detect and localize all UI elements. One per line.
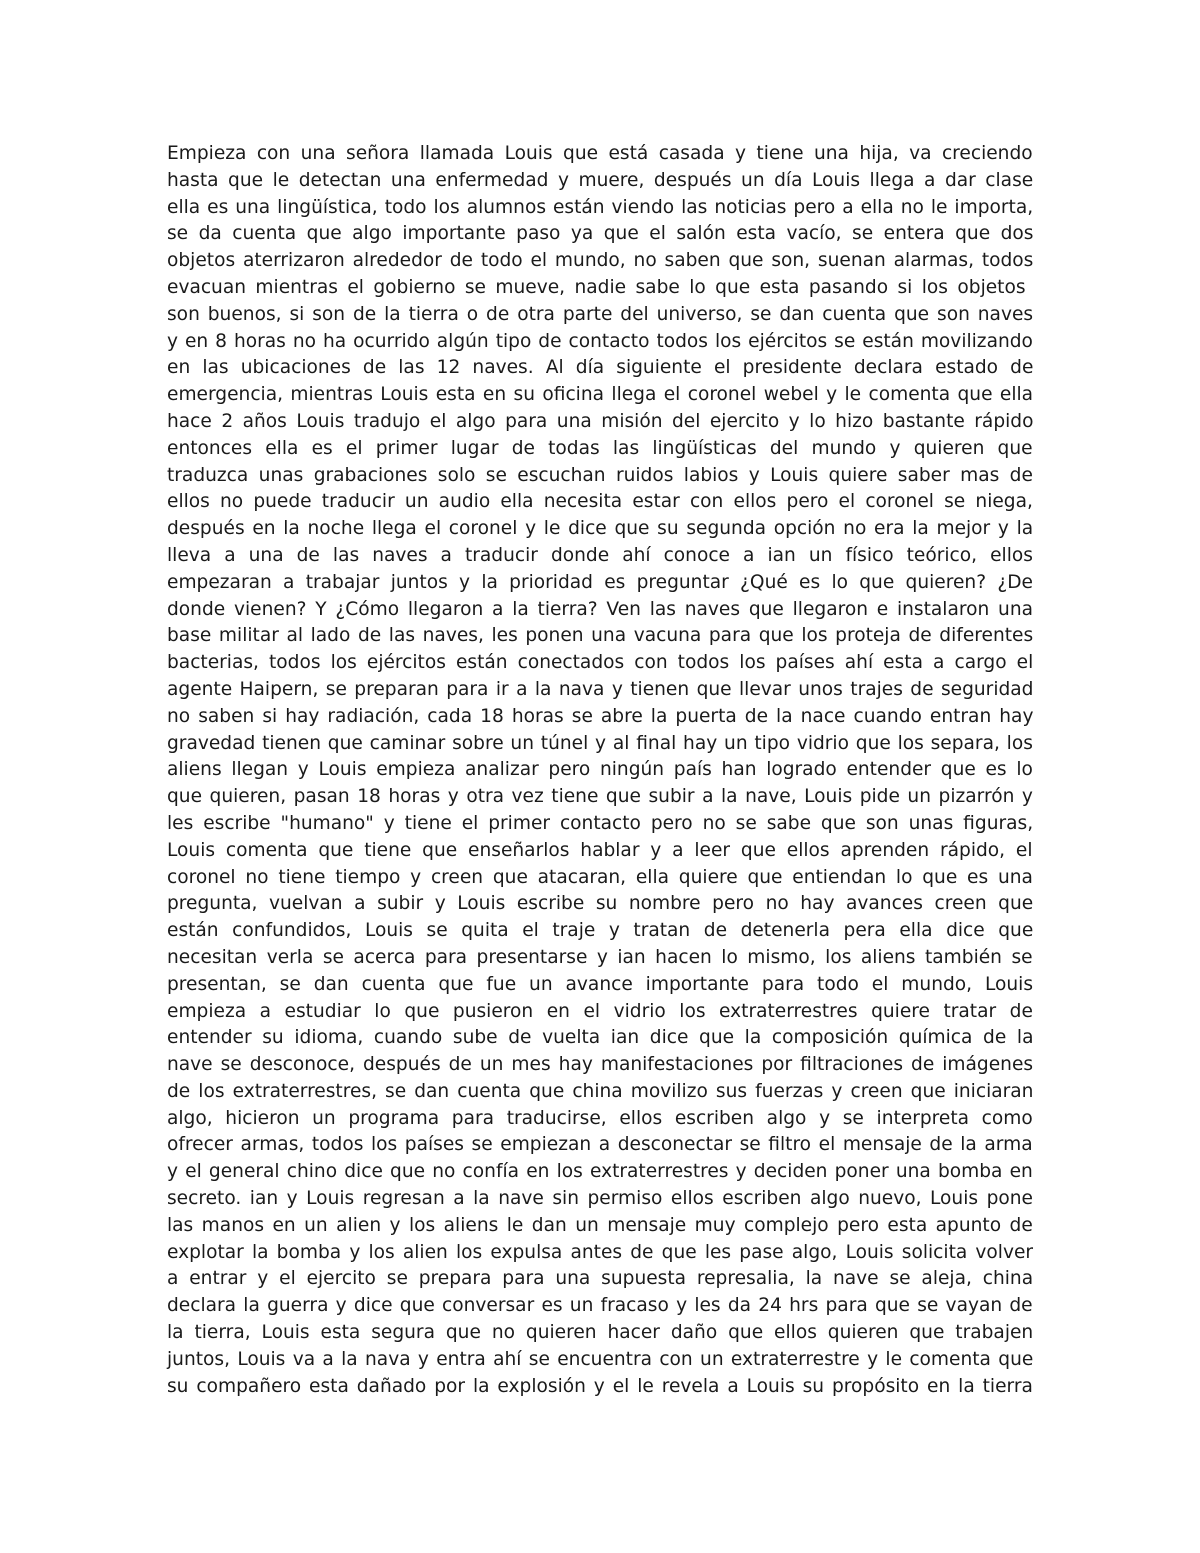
paragraph-line: bacterias, todos los ejércitos están conectados con todos los países ahí esta a cargo el bbox=[167, 652, 1034, 674]
paragraph-line: y en 8 horas no ha ocurrido algún tipo de contacto todos los ejércitos se están movilizando bbox=[167, 330, 1033, 352]
paragraph-line: les escribe "humano" y tiene el primer contacto pero no se sabe que son unas figuras, bbox=[167, 812, 1034, 834]
paragraph-line: de los extraterrestres, se dan cuenta que china movilizo sus fuerzas y creen que iniciaran bbox=[167, 1080, 1034, 1102]
paragraph-line: su compañero esta dañado por la explosión y el le revela a Louis su propósito en la tierra bbox=[167, 1375, 1033, 1397]
paragraph-line: las manos en un alien y los aliens le dan un mensaje muy complejo pero esta apunto de bbox=[167, 1214, 1033, 1236]
paragraph-line: ellos no puede traducir un audio ella necesita estar con ellos pero el coronel se niega, bbox=[167, 491, 1033, 513]
paragraph-line: después en la noche llega el coronel y le dice que su segunda opción no era la mejor y la bbox=[167, 518, 1034, 540]
paragraph-line: lleva a una de las naves a traducir donde ahí conoce a ian un físico teórico, ellos bbox=[167, 544, 1033, 566]
paragraph-line: están confundidos, Louis se quita el traje y tratan de detenerla pera ella dice que bbox=[167, 920, 1034, 942]
paragraph-line: evacuan mientras el gobierno se mueve, nadie sabe lo que esta pasando si los objetos bbox=[167, 276, 1026, 298]
paragraph-line: aliens llegan y Louis empieza analizar pero ningún país han logrado entender que es lo bbox=[167, 759, 1033, 781]
paragraph-line: son buenos, si son de la tierra o de otra parte del universo, se dan cuenta que son naves bbox=[167, 303, 1034, 325]
paragraph-line: agente Haipern, se preparan para ir a la nava y tienen que llevar unos trajes de seguridad bbox=[167, 678, 1034, 700]
paragraph-line: entender su idioma, cuando sube de vuelta ian dice que la composición química de la bbox=[167, 1027, 1034, 1049]
body-paragraph bbox=[167, 141, 1033, 1400]
paragraph-line: explotar la bomba y los alien los expulsa antes de que les pase algo, Louis solicita volver bbox=[167, 1241, 1034, 1263]
paragraph-line: que quieren, pasan 18 horas y otra vez tiene que subir a la nave, Louis pide un pizarrón y bbox=[167, 786, 1033, 808]
paragraph-line: secreto. ian y Louis regresan a la nave sin permiso ellos escriben algo nuevo, Louis pone bbox=[167, 1188, 1033, 1210]
paragraph-line: Empieza con una señora llamada Louis que está casada y tiene una hija, va creciendo bbox=[167, 143, 1033, 164]
paragraph-line: gravedad tienen que caminar sobre un túnel y al final hay un tipo vidrio que los separa, los bbox=[167, 732, 1033, 754]
paragraph-line: traduzca unas grabaciones solo se escuchan ruidos labios y Louis quiere saber mas de bbox=[167, 464, 1033, 486]
paragraph-line: emergencia, mientras Louis esta en su oficina llega el coronel webel y le comenta que ella bbox=[167, 384, 1034, 406]
paragraph-line: donde vienen? Y ¿Cómo llegaron a la tierra? Ven las naves que llegaron e instalaron una bbox=[167, 598, 1033, 620]
paragraph-line: objetos aterrizaron alrededor de todo el mundo, no saben que son, suenan alarmas, todos bbox=[167, 250, 1034, 272]
paragraph-line: ofrecer armas, todos los países se empiezan a desconectar se filtro el mensaje de la arma bbox=[167, 1134, 1033, 1156]
paragraph-line: base militar al lado de las naves, les ponen una vacuna para que los proteja de diferentes bbox=[167, 625, 1034, 647]
paragraph-line: la tierra, Louis esta segura que no quieren hacer daño que ellos quieren que trabajen bbox=[167, 1322, 1034, 1344]
paragraph-line: empezaran a trabajar juntos y la prioridad es preguntar ¿Qué es lo que quieren? ¿De bbox=[167, 571, 1033, 593]
paragraph-line: empieza a estudiar lo que pusieron en el vidrio los extraterrestres quiere tratar de bbox=[167, 1000, 1033, 1022]
paragraph-line: hasta que le detectan una enfermedad y muere, después un día Louis llega a dar clase bbox=[167, 169, 1034, 191]
paragraph-line: pregunta, vuelvan a subir y Louis escribe su nombre pero no hay avances creen que bbox=[167, 893, 1034, 915]
paragraph-line: presentan, se dan cuenta que fue un avance importante para todo el mundo, Louis bbox=[167, 973, 1034, 995]
paragraph-line: algo, hicieron un programa para traducirse, ellos escriben algo y se interpreta como bbox=[167, 1107, 1033, 1129]
paragraph-line: se da cuenta que algo importante paso ya que el salón esta vacío, se entera que dos bbox=[167, 223, 1034, 245]
paragraph-line: no saben si hay radiación, cada 18 horas se abre la puerta de la nace cuando entran hay bbox=[167, 705, 1034, 727]
paragraph-line: y el general chino dice que no confía en los extraterrestres y deciden poner una bomba en bbox=[167, 1161, 1033, 1183]
paragraph-line: juntos, Louis va a la nava y entra ahí se encuentra con un extraterrestre y le comenta que bbox=[167, 1348, 1034, 1370]
paragraph-line: nave se desconoce, después de un mes hay manifestaciones por filtraciones de imágenes bbox=[167, 1054, 1034, 1076]
paragraph-line: ella es una lingüística, todo los alumnos están viendo las noticias pero a ella no le importa, bbox=[167, 196, 1034, 218]
paragraph-line: a entrar y el ejercito se prepara para una supuesta represalia, la nave se aleja, china bbox=[167, 1268, 1034, 1290]
paragraph-line: necesitan verla se acerca para presentarse y ian hacen lo mismo, los aliens también se bbox=[167, 946, 1033, 968]
paragraph-line: hace 2 años Louis tradujo el algo para una misión del ejercito y lo hizo bastante rápido bbox=[167, 410, 1034, 432]
paragraph-line: entonces ella es el primer lugar de todas las lingüísticas del mundo y quieren que bbox=[167, 437, 1033, 459]
paragraph-line: Louis comenta que tiene que enseñarlos hablar y a leer que ellos aprenden rápido, el bbox=[167, 839, 1033, 861]
paragraph-line: coronel no tiene tiempo y creen que atacaran, ella quiere que entiendan lo que es una bbox=[167, 866, 1033, 888]
paragraph-line: declara la guerra y dice que conversar es un fracaso y les da 24 hrs para que se vayan de bbox=[167, 1295, 1033, 1317]
paragraph-line: en las ubicaciones de las 12 naves. Al día siguiente el presidente declara estado de bbox=[167, 357, 1034, 379]
